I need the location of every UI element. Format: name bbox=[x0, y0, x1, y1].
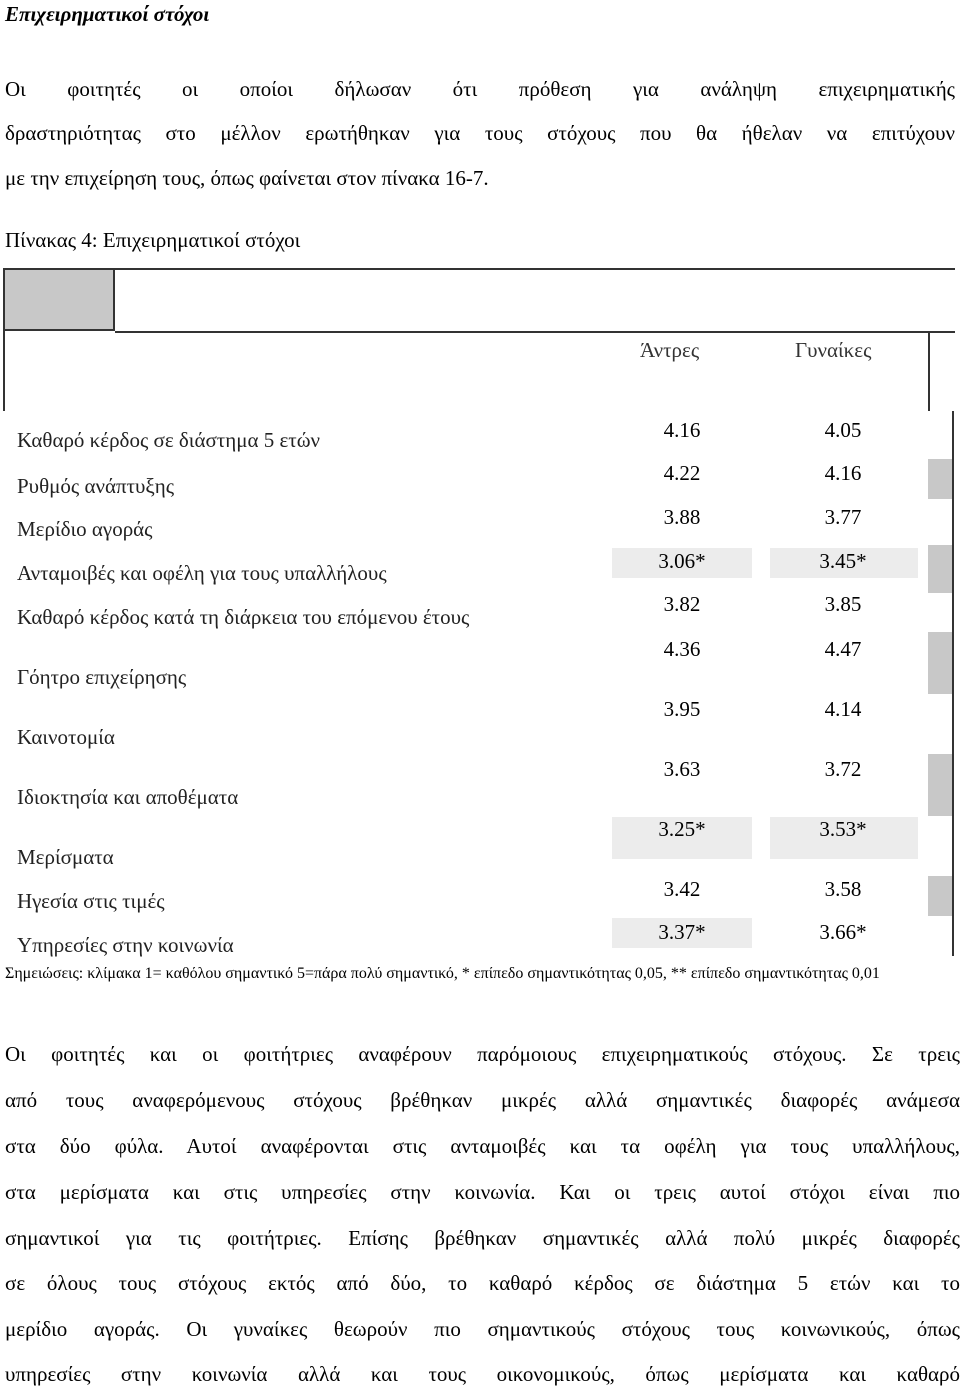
value-men: 3.95 bbox=[663, 697, 701, 721]
body-line: στα δύο φύλα. Αυτοί αναφέρονται στις ανταμοιβές και τα οφέλη για τους υπαλλήλους, bbox=[5, 1134, 960, 1158]
row-label: Υπηρεσίες στην κοινωνία bbox=[17, 933, 234, 957]
value-women: 3.58 bbox=[824, 877, 862, 901]
value-men: 4.22 bbox=[663, 461, 701, 485]
gutter-shade bbox=[928, 545, 952, 593]
gutter-shade bbox=[928, 754, 952, 816]
value-women: 4.16 bbox=[824, 461, 862, 485]
intro-line-2: δραστηριότητας στο μέλλον ερωτήθηκαν για τους στόχους που θα ήθελαν να επιτύχουν bbox=[5, 121, 955, 145]
body-line: από τους αναφερόμενους στόχους βρέθηκαν μικρές αλλά σημαντικές διαφορές ανάμεσα bbox=[5, 1088, 960, 1112]
value-men: 4.36 bbox=[663, 637, 701, 661]
body-line: μερίδιο αγοράς. Οι γυναίκες θεωρούν πιο σημαντικούς στόχους τους κοινωνικούς, όπως bbox=[5, 1317, 960, 1341]
row-label: Ρυθμός ανάπτυξης bbox=[17, 474, 175, 498]
value-women: 3.53* bbox=[819, 817, 867, 841]
value-men: 3.82 bbox=[663, 592, 701, 616]
intro-line-3: με την επιχείρηση τους, όπως φαίνεται στον πίνακα 16-7. bbox=[5, 166, 489, 190]
value-women: 4.14 bbox=[824, 697, 862, 721]
value-men: 3.06* bbox=[658, 549, 706, 573]
value-men: 4.16 bbox=[663, 418, 701, 442]
table-header-divider bbox=[928, 331, 930, 411]
row-label: Μερίδιο αγοράς bbox=[17, 517, 153, 541]
row-label: Ανταμοιβές και οφέλη για τους υπαλλήλους bbox=[17, 561, 387, 585]
value-men: 3.37* bbox=[658, 920, 706, 944]
table-header-rule bbox=[115, 331, 955, 333]
gutter-rule bbox=[952, 411, 954, 956]
value-men: 3.88 bbox=[663, 505, 701, 529]
table-notes: Σημειώσεις: κλίμακα 1= καθόλου σημαντικό 5=πάρα πολύ σημαντικό, * επίπεδο σημαντικότητας 0,05, ** επίπεδο σημαντικότητας 0,01 bbox=[5, 965, 880, 982]
row-label: Καινοτομία bbox=[17, 725, 115, 749]
body-line: στα μερίσματα και στις υπηρεσίες στην κοινωνία. Και οι τρεις αυτοί στόχοι είναι πιο bbox=[5, 1180, 960, 1204]
column-header-men: Άντρες bbox=[640, 338, 700, 362]
gutter-shade bbox=[928, 459, 952, 499]
row-label: Καθαρό κέρδος σε διάστημα 5 ετών bbox=[17, 428, 321, 452]
column-header-women: Γυναίκες bbox=[795, 338, 872, 362]
value-women: 3.77 bbox=[824, 505, 862, 529]
body-line: σημαντικοί για τις φοιτήτριες. Επίσης βρέθηκαν σημαντικές αλλά πολύ μικρές διαφορές bbox=[5, 1226, 960, 1250]
value-women: 4.47 bbox=[824, 637, 862, 661]
gutter-shade bbox=[928, 632, 952, 694]
value-women: 3.85 bbox=[824, 592, 862, 616]
value-men: 3.42 bbox=[663, 877, 701, 901]
body-line: Οι φοιτητές και οι φοιτήτριες αναφέρουν παρόμοιους επιχειρηματικούς στόχους. Σε τρεις bbox=[5, 1042, 960, 1066]
value-women: 3.72 bbox=[824, 757, 862, 781]
row-label: Μερίσματα bbox=[17, 845, 114, 869]
body-line: υπηρεσίες στην κοινωνία αλλά και τους οικονομικούς, όπως μερίσματα και καθαρό bbox=[5, 1362, 960, 1386]
table-caption: Πίνακας 4: Επιχειρηματικοί στόχοι bbox=[5, 228, 301, 252]
value-men: 3.63 bbox=[663, 757, 701, 781]
row-label: Καθαρό κέρδος κατά τη διάρκεια του επόμενου έτους bbox=[17, 605, 470, 629]
table-corner-cell bbox=[3, 268, 115, 331]
intro-line-1: Οι φοιτητές οι οποίοι δήλωσαν ότι πρόθεση για ανάληψη επιχειρηματικής bbox=[5, 77, 955, 101]
value-women: 4.05 bbox=[824, 418, 862, 442]
body-line: σε όλους τους στόχους εκτός από δύο, το καθαρό κέρδος σε διάστημα 5 ετών και το bbox=[5, 1271, 960, 1295]
section-heading: Επιχειρηματικοί στόχοι bbox=[5, 2, 210, 26]
row-label: Ιδιοκτησία και αποθέματα bbox=[17, 785, 239, 809]
row-label: Γόητρο επιχείρησης bbox=[17, 665, 187, 689]
value-women: 3.66* bbox=[819, 920, 867, 944]
value-men: 3.25* bbox=[658, 817, 706, 841]
row-label: Ηγεσία στις τιμές bbox=[17, 889, 165, 913]
value-women: 3.45* bbox=[819, 549, 867, 573]
gutter-shade bbox=[928, 876, 952, 916]
